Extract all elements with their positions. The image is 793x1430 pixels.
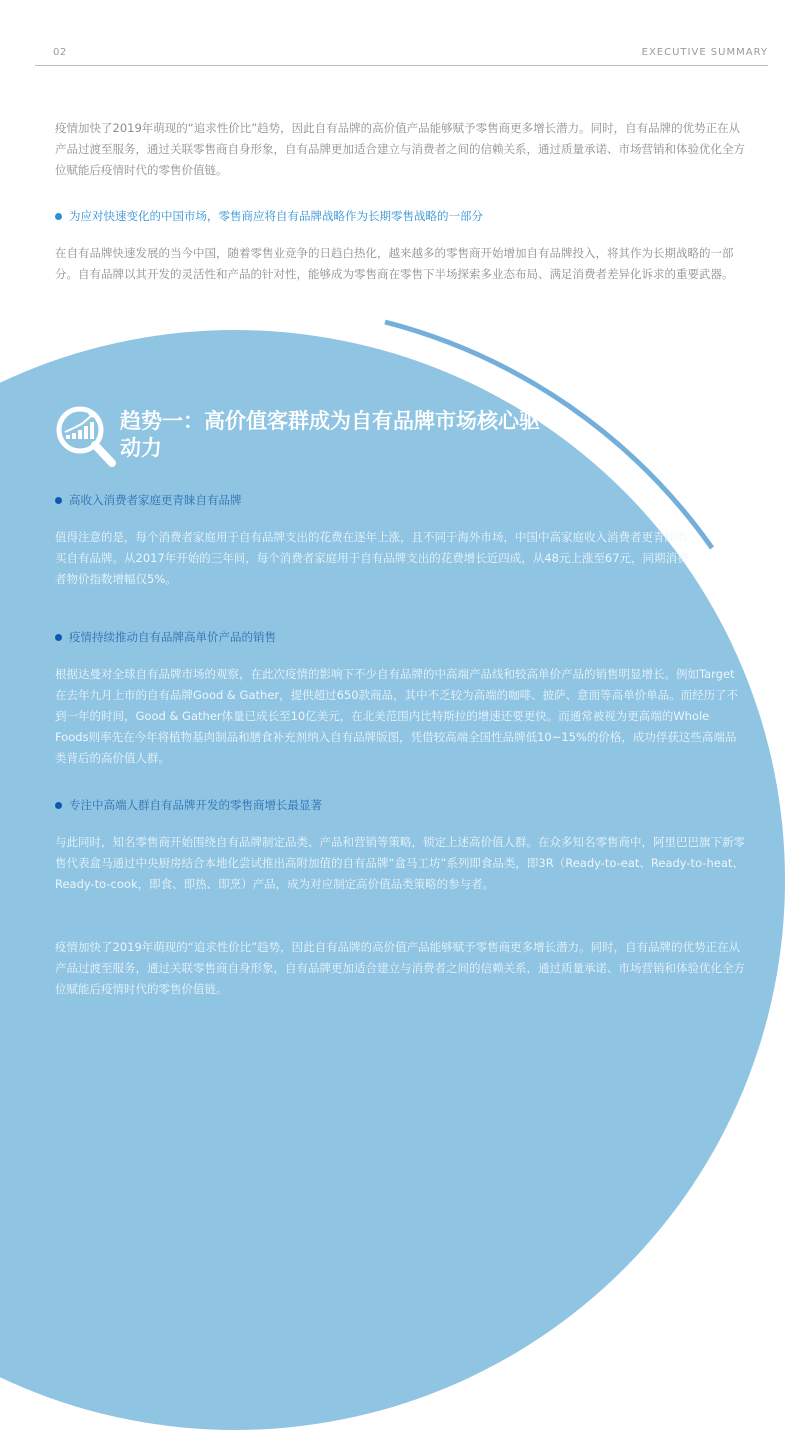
section-heading-text: 高收入消费者家庭更青睐自有品牌	[69, 493, 242, 507]
bullet-dot-icon	[55, 802, 62, 809]
section-paragraph-3: 与此同时，知名零售商开始围绕自有品牌制定品类、产品和营销等策略，锁定上述高价值人群。在众多知名零售商中，阿里巴巴旗下新零售代表盒马通过中央厨房结合本地化尝试推出高附加值的自有品牌“盒马工坊”系列即食品类，即3R（Ready-to-eat、Ready-to-heat、Ready-to-cook，即食、即热、即烹）产品，成为对应制定高价值品类策略的参与者。	[55, 835, 745, 891]
closing-paragraph: 疫情加快了2019年萌现的“追求性价比”趋势，因此自有品牌的高价值产品能够赋予零售商更多增长潜力。同时，自有品牌的优势正在从产品过渡至服务，通过关联零售商自身形象，自有品牌更加适合建立与消费者之间的信赖关系，通过质量承诺、市场营销和体验优化全方位赋能后疫情时代的零售价值链。	[55, 940, 745, 996]
section-heading-1	[55, 492, 242, 508]
bullet-dot-icon	[55, 213, 62, 220]
bullet-dot-icon	[55, 497, 62, 504]
section-heading-2	[55, 629, 276, 645]
bullet-dot-icon	[55, 634, 62, 641]
intro-bullet-heading-text: 为应对快速变化的中国市场，零售商应将自有品牌战略作为长期零售战略的一部分	[69, 209, 483, 223]
section-paragraph-2: 根据达曼对全球自有品牌市场的观察，在此次疫情的影响下不少自有品牌的中高端产品线和较高单价产品的销售明显增长。例如Target在去年九月上市的自有品牌Good & Gather，提供超过650款商品，其中不乏较为高端的咖啡、披萨、意面等高单价单品。而经历了不到一年的时间，Good & Gather体量已成长至10亿美元，在北美范围内比特斯拉的增速还要更快。而通常被视为更高端的Whole Foods则率先在今年将植物基肉制品和膳食补充剂纳入自有品牌版图，凭借较高端全国性品牌低10~15%的价格，成功俘获这些高端品类背后的高价值人群。	[55, 667, 739, 765]
section-heading-3	[55, 797, 322, 813]
section-label: EXECUTIVE SUMMARY	[641, 47, 768, 58]
section-paragraph-1: 值得注意的是，每个消费者家庭用于自有品牌支出的花费在逐年上涨，且不同于海外市场，中国中高家庭收入消费者更青睐购买自有品牌。从2017年开始的三年间，每个消费者家庭用于自有品牌支出的花费增长近四成，从48元上涨至67元，同期消费者物价指数增幅仅5%。	[55, 530, 689, 586]
trend-title: 趋势一：高价值客群成为自有品牌市场核心驱动力	[120, 409, 540, 460]
intro-paragraph: 疫情加快了2019年萌现的“追求性价比”趋势，因此自有品牌的高价值产品能够赋予零售商更多增长潜力。同时，自有品牌的优势正在从产品过渡至服务，通过关联零售商自身形象，自有品牌更加适合建立与消费者之间的信赖关系，通过质量承诺、市场营销和体验优化全方位赋能后疫情时代的零售价值链。	[55, 121, 745, 177]
section-heading-text: 专注中高端人群自有品牌开发的零售商增长最显著	[69, 798, 322, 812]
intro-bullet-paragraph: 在自有品牌快速发展的当今中国，随着零售业竞争的日趋白热化，越来越多的零售商开始增加自有品牌投入，将其作为长期战略的一部分。自有品牌以其开发的灵活性和产品的针对性，能够成为零售商在零售下半场探索多业态布局、满足消费者差异化诉求的重要武器。	[55, 246, 734, 281]
intro-bullet-heading	[55, 208, 483, 224]
page-number: 02	[53, 47, 67, 58]
magnifier-growth-chart-icon	[52, 403, 122, 473]
section-heading-text: 疫情持续推动自有品牌高单价产品的销售	[69, 630, 276, 644]
page-header	[35, 45, 768, 66]
